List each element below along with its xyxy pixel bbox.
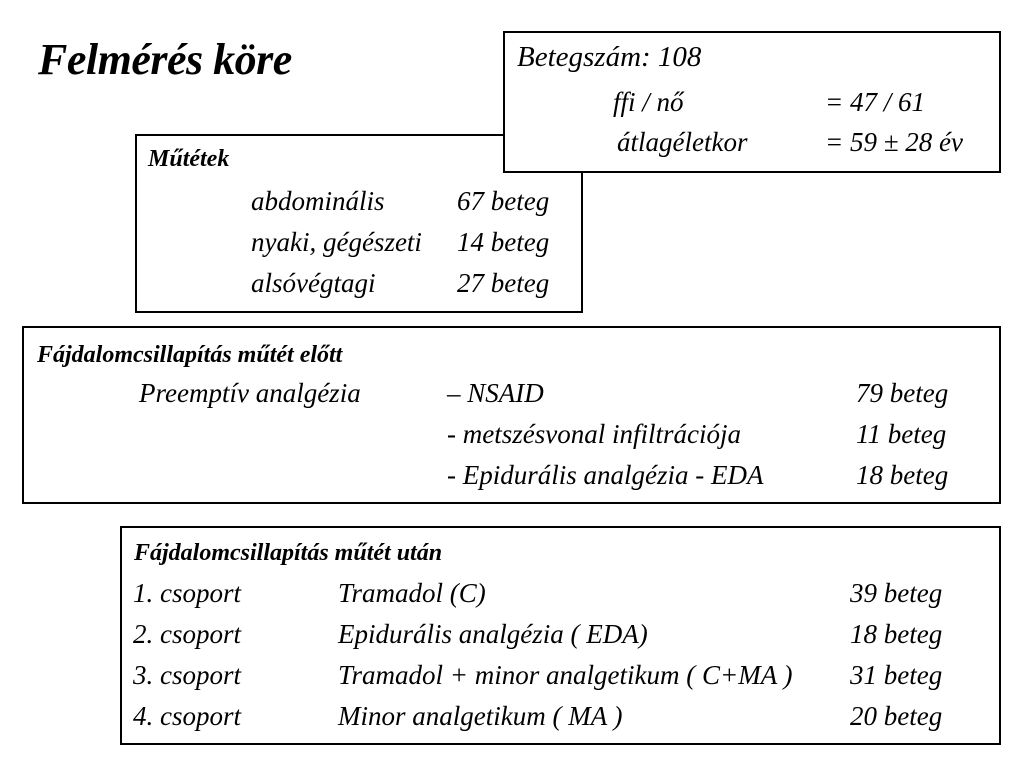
postop-analgesia-box (120, 526, 1001, 745)
surgery-label: abdominális (251, 186, 385, 216)
postop-group: 1. csoport (133, 578, 241, 608)
postop-method: Tramadol + minor analgetikum ( C+MA ) (338, 660, 793, 690)
postop-method: Minor analgetikum ( MA ) (338, 701, 623, 731)
postop-count: 18 beteg (850, 619, 943, 649)
surgery-count: 14 beteg (457, 227, 550, 257)
preop-method: - metszésvonal infiltrációja (447, 419, 741, 449)
patient-stats-box (503, 31, 1001, 173)
page-title: Felmérés köre (38, 35, 292, 84)
stats-value-sex: = 47 / 61 (825, 87, 925, 117)
patient-count: Betegszám: 108 (517, 41, 702, 73)
preop-heading: Fájdalomcsillapítás műtét előtt (37, 342, 343, 368)
preop-label: Preemptív analgézia (139, 378, 361, 408)
preop-method: – NSAID (447, 378, 544, 408)
postop-group: 4. csoport (133, 701, 241, 731)
postop-method: Epidurális analgézia ( EDA) (338, 619, 648, 649)
stats-label-age: átlagéletkor (617, 127, 748, 157)
postop-group: 3. csoport (133, 660, 241, 690)
preop-count: 18 beteg (856, 460, 949, 490)
postop-method: Tramadol (C) (338, 578, 486, 608)
preop-count: 11 beteg (856, 419, 947, 449)
stats-value-age: = 59 ± 28 év (825, 127, 964, 157)
postop-count: 39 beteg (850, 578, 943, 608)
preop-count: 79 beteg (856, 378, 949, 408)
preop-analgesia-box (22, 326, 1001, 504)
surgery-count: 27 beteg (457, 268, 550, 298)
postop-count: 31 beteg (850, 660, 943, 690)
surgery-label: alsóvégtagi (251, 268, 376, 298)
surgeries-heading: Műtétek (148, 146, 230, 172)
postop-group: 2. csoport (133, 619, 241, 649)
surgery-label: nyaki, gégészeti (251, 227, 422, 257)
stats-label-sex: ffi / nő (613, 87, 684, 117)
preop-method: - Epidurális analgézia - EDA (447, 460, 764, 490)
postop-count: 20 beteg (850, 701, 943, 731)
surgery-count: 67 beteg (457, 186, 550, 216)
postop-heading: Fájdalomcsillapítás műtét után (134, 540, 443, 566)
